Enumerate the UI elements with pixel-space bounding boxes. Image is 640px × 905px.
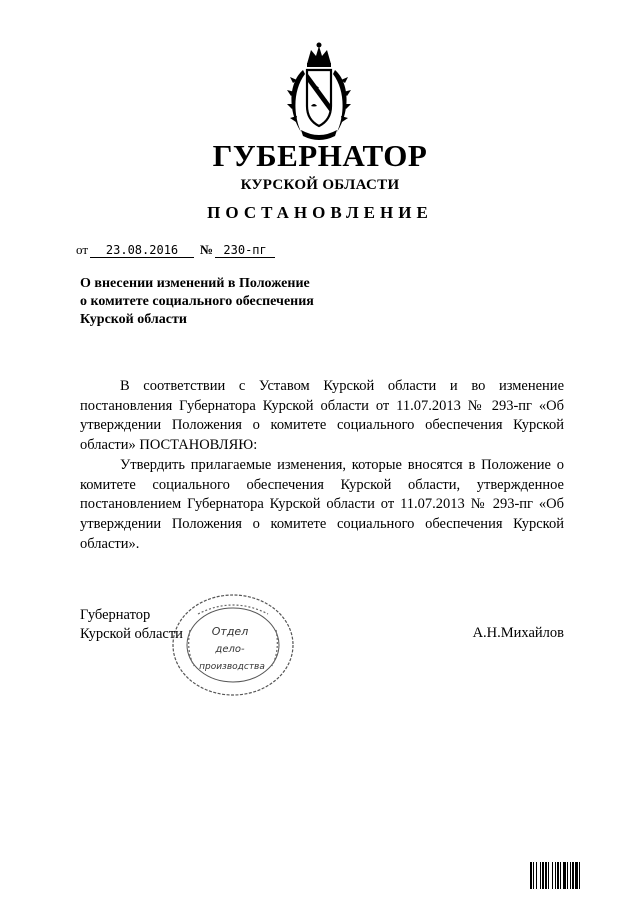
date-label: от [76, 242, 89, 257]
barcode-bar [579, 862, 580, 889]
issuer-region: КУРСКОЙ ОБЛАСТИ [240, 177, 400, 193]
date-number-row [76, 242, 275, 258]
signatory-position-line: Курской области [80, 626, 183, 642]
barcode-bar [572, 862, 574, 889]
subject-line: О внесении изменений в Положение [80, 276, 310, 291]
document-date: 23.08.2016 [90, 243, 194, 258]
barcode-bar [552, 862, 553, 889]
barcode-bar [536, 862, 537, 889]
barcode-bar [555, 862, 556, 889]
barcode-bar [560, 862, 561, 889]
issuer-title: ГУБЕРНАТОР [212, 138, 428, 173]
barcode-bar [575, 862, 578, 889]
barcode-bar [570, 862, 571, 889]
document-type: ПОСТАНОВЛЕНИЕ [207, 203, 433, 222]
stamp-line: Отдел [211, 625, 249, 638]
body-paragraph: В соответствии с Уставом Курской области и во изменение постановления Губернатора Курской области от 11.07.2013 № 293-пг «Об утверждении Положения о комитете социального обеспечения Курской области» ПОСТАНОВЛЯЮ: [80, 378, 564, 454]
barcode-bar [530, 862, 532, 889]
stamp-line: дело- [215, 644, 245, 655]
office-stamp [168, 590, 298, 700]
document-subject [80, 275, 400, 329]
signatory-name: А.Н.Михайлов [472, 625, 564, 641]
document-number: 230-пг [215, 243, 275, 258]
barcode-bar [542, 862, 544, 889]
signatory-position [80, 606, 183, 644]
barcode-bar [563, 862, 566, 889]
body-paragraph: Утвердить прилагаемые изменения, которые вносятся в Положение о комитете социального обеспечения Курской области, утвержденное постановлением Губернатора Курской области от 11.07.2013 № 293-пг «Об утверждении Положения о комитете социального обеспечения Курской области». [80, 456, 564, 552]
barcode-icon [530, 862, 610, 889]
barcode-bar [540, 862, 541, 889]
barcode-bar [545, 862, 547, 889]
barcode-bar [533, 862, 534, 889]
stamp-line: производства [199, 662, 265, 672]
barcode-bar [548, 862, 549, 889]
subject-line: Курской области [80, 312, 187, 327]
barcode-bar [567, 862, 568, 889]
subject-line: о комитете социального обеспечения [80, 294, 314, 309]
signatory-position-line: Губернатор [80, 607, 151, 623]
coat-of-arms-icon [283, 40, 355, 142]
number-label: № [200, 242, 214, 257]
document-body [80, 377, 564, 554]
barcode-bar [557, 862, 559, 889]
